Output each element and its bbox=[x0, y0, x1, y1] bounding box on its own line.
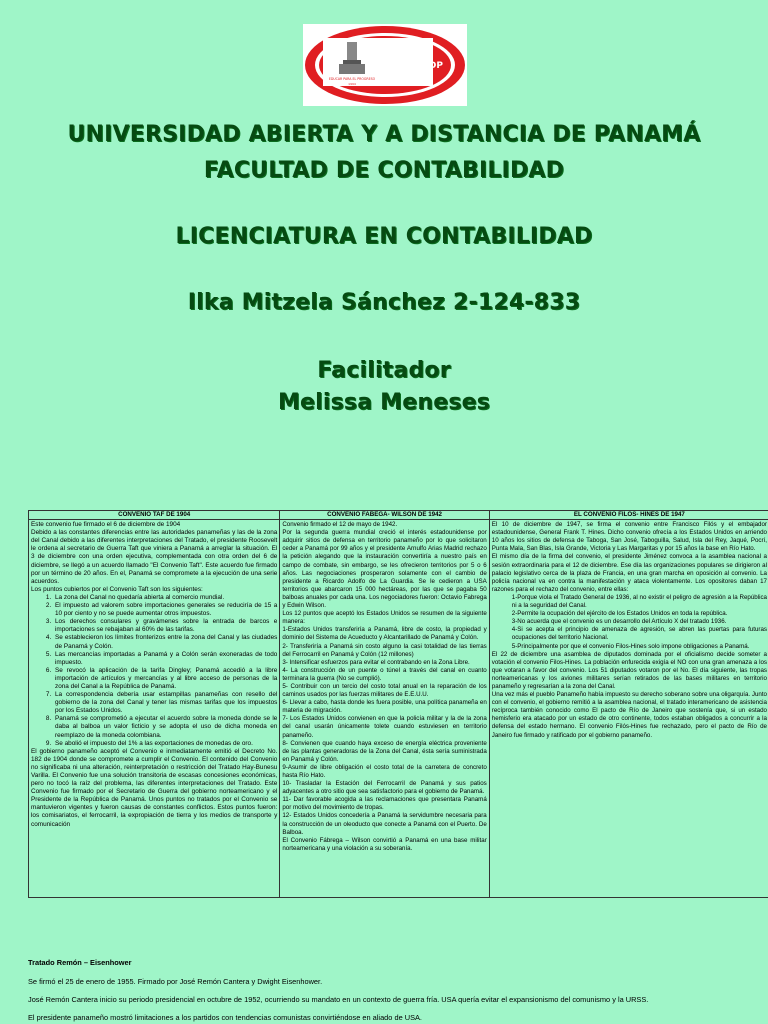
taft-points-list bbox=[53, 594, 277, 748]
paragraph: El 10 de diciembre de 1947, se firma el convenio entre Francisco Filós y el embajador estadounidense, General Frank T. Hines. Dicho convenio ofrecía a los Estados Unidos en arriendo 10 años los sitios de defensa de Taboga, San José, Taboguilla, Salud, Isla del Rey, Jaqué, Pocrí, Punta Mala, San Blas, Isla Grande, Victoria y Las Margaritas y por 15 años la base en Río Hato. bbox=[491, 521, 767, 553]
paragraph: Se firmó el 25 de enero de 1955. Firmado por José Remón Cantera y Dwight Eisenhower. bbox=[28, 977, 323, 986]
list-item: 8. Panamá se comprometió a ejecutar el acuerdo sobre la moneda donde se le daba al balboa un valor ficticio y se adopta el uso de dicha moneda en reemplazo de la moneda colombiana. bbox=[53, 715, 277, 739]
paragraph: Debido a las constantes diferencias entre las autoridades panameñas y las de la zona del Canal debido a las diferentes interpretaciones del Tratado, el presidente Roosevelt le ordena al secretario de Guerra Taft que viniera a Panamá a arreglar la situación. El 3 de diciembre con una orden ejecutiva, complementada con otra orden del 6 de diciembre, se llegó a un acuerdo llamado "El Convenio Taft". Este acuerdo fue firmado por un término de 20 años. En el, Panamá se compromete a la ejecución de una serie acuerdos. bbox=[31, 529, 278, 585]
column-title: EL CONVENIO FILOS- HINES DE 1947 bbox=[490, 511, 768, 520]
list-item: 3. Los derechos consulares y gravámenes sobre la entrada de barcos e importaciones se rebajaban al 60% de las tarifas. bbox=[53, 618, 277, 634]
paragraph: Una vez más el pueblo Panameño había impuesto su derecho soberano sobre una oligarquía. Junto con el convenio, el gobierno remitió a la asamblea nacional, el tratado interamericano de asistencia recíproca también conocido como El pacto de Río de Janeiro que sostenía que, si un estado hemisferio era atacado por un estado de otro continente, todos estaban obligados a concurrir a la defensa del estado hermano. El convenio Filós-Hines fue rechazado, pero el pacto de Río de Janeiro fue firmado y ratificado por el gobierno panameño. bbox=[491, 691, 767, 739]
paragraph: 12- Estados Unidos concedería a Panamá la servidumbre necesaria para la construcción de un oleoducto que conecte a Panamá con el Puerto. De Balboa. bbox=[282, 812, 487, 836]
paragraph: 4- La construcción de un puente o túnel a través del canal en cuanto terminara la guerra (No se cumplió). bbox=[282, 666, 487, 682]
logo-name: UNADP bbox=[407, 61, 443, 71]
column-title: CONVENIO FABEGA- WILSON DE 1942 bbox=[280, 511, 488, 520]
paragraph: El mismo día de la firma del convenio, el presidente Jiménez convoca a la asamblea nacional a sesión extraordinaria para el 12 de diciembre. Ese día las organizaciones populares se dirigieron al palacio legislativo cerca de la plaza de Francia, en una gran marcha en oposición al convenio. La policía nacional va en contra la manifestación y ataca violentamente. Los opositores daban 17 razones para el rechazo del convenio, entre ellas: bbox=[491, 553, 767, 593]
faculty-title: FACULTAD DE CONTABILIDAD bbox=[203, 158, 565, 183]
list-item: 3-No acuerda que el convenio es un desarrollo del Artículo X del tratado 1936. bbox=[511, 618, 727, 626]
list-item: 7. La correspondencia debería usar estampillas panameñas con resello del gobierno de la zona del Canal y tener las mismas tarifas que los impuestos por los Estados Unidos. bbox=[53, 691, 277, 715]
paragraph: 6- Llevar a cabo, hasta donde les fuera posible, una política panameña en materia de migración. bbox=[282, 699, 487, 715]
paragraph: Convenio firmado el 12 de mayo de 1942. bbox=[282, 521, 398, 529]
column-fabrega-wilson bbox=[280, 511, 489, 897]
facilitator-name: Melissa Meneses bbox=[277, 390, 491, 415]
paragraph: 7- Los Estados Unidos convienen en que la policía militar y la de la zona del canal usarán únicamente tolete cuando estuviesen en territorio panameño. bbox=[282, 715, 487, 739]
paragraph: El presidente panameño mostró limitaciones a los partidos con tendencias comunistas convirtiéndose en aliado de USA. bbox=[28, 1013, 422, 1022]
paragraph: El gobierno panameño aceptó el Convenio e inmediatamente emitió el Decreto No. 182 de 1904 donde se compromete a cumplir el Convenio. El contenido del Convenio no significaba ni una alteración, reinterpretación o restricción del Tratado Hay-Bunesu Varilla. El Convenio fue una solución transitoria de escasas concesiones económicas, pero no tocó la raíz del problema, las diferentes interpretaciones del Tratado. Este Convenio fue firmado por el Secretario de Guerra del gobierno norteamericano y el Presidente de la República de Panamá. Unos puntos no tratados por el Convenio se mantuvieron vigentes y fueron causas de constantes conflictos. Estos puntos fueron: los comisariatos, el ferrocarril, la expropiación de tierra y los medios de transporte y comunicación bbox=[31, 747, 278, 828]
paragraph: Los 12 puntos que aceptó los Estados Unidos se resumen de la siguiente manera: bbox=[282, 610, 487, 626]
university-logo bbox=[303, 24, 467, 106]
paragraph: El 22 de diciembre una asamblea de diputados dominada por el oficialismo decide someter a votación el convenio Filos-Hines. La población enfurecida exigía el NO con una gran amenaza a los que votaran a favor del convenio. Los 51 diputados votaron por el No. El día siguiente, las tropas norteamericanas y los aviones militares serían retirados de las bases militares en territorio panameño y regresarían a la zona del Canal. bbox=[491, 650, 767, 690]
paragraph: 1-Estados Unidos transferiría a Panamá, libre de costo, la propiedad y dominio del Sistema de Acueducto y Alcantarillado de Panamá y Colón. bbox=[282, 626, 487, 642]
list-item: 2-Permite la ocupación del ejército de los Estados Unidos en toda la república. bbox=[511, 610, 728, 618]
paragraph: Este convenio fue firmado el 6 de diciembre de 1904 bbox=[31, 521, 181, 529]
list-item: 5-Principalmente por que el convenio Filos-Hines solo impone obligaciones a Panamá. bbox=[511, 642, 750, 650]
list-item: 9. Se abolió el impuesto del 1% a las exportaciones de monedas de oro. bbox=[53, 740, 277, 748]
paragraph: 10- Trasladar la Estación del Ferrocarril de Panamá y sus patios adyacentes a otro sitio que sea satisfactorio para el gobierno de Panamá. bbox=[282, 780, 487, 796]
treaties-table bbox=[28, 510, 768, 898]
list-item: 6. Se revocó la aplicación de la tarifa Dingley; Panamá accedió a la libre importación de artículos y mercancías y al libre acceso de personas de la zona del Canal a la República de Panamá. bbox=[53, 667, 277, 691]
list-item: 4. Se establecieron los límites fronterizos entre la zona del Canal y las ciudades de Panamá y Colón. bbox=[53, 634, 277, 650]
unadp-logo-icon bbox=[303, 24, 467, 106]
column-filos-hines bbox=[490, 511, 768, 897]
list-item: 1-Porque viola el Tratado General de 1936, al no existir el peligro de agresión a la República ni a la seguridad del Canal. bbox=[511, 593, 767, 610]
list-item: 1. La zona del Canal no quedaría abierta al comercio mundial. bbox=[53, 594, 277, 602]
degree-title: LICENCIATURA EN CONTABILIDAD bbox=[175, 224, 593, 249]
paragraph: 9-Asumir de libre obligación el costo total de la carretera de concreto hasta Río Hato. bbox=[282, 763, 487, 779]
paragraph: El Convenio Fábrega – Wilson convirtió a Panamá en una base militar norteamericana y una violación a su soberanía. bbox=[282, 836, 487, 852]
university-title: UNIVERSIDAD ABIERTA Y A DISTANCIA DE PANAMÁ bbox=[67, 122, 701, 147]
list-item: 4-Si se acepta el principio de amenaza de agresión, se abren las puertas para futuras ocupaciones del territorio Nacional. bbox=[511, 626, 767, 642]
paragraph: 3- Intensificar esfuerzos para evitar el contrabando en la Zona Libre. bbox=[282, 658, 470, 666]
paragraph: José Remón Cantera inicio su periodo presidencial en octubre de 1952, ocurriendo su mandato en un contexto de guerra fría. USA quería evitar el expansionismo del comunismo y la URSS. bbox=[28, 995, 649, 1004]
list-item: 5. Las mercancías importadas a Panamá y a Colón serán exoneradas de todo impuesto. bbox=[53, 651, 277, 667]
rejection-reasons-list bbox=[510, 594, 767, 651]
paragraph: Por la segunda guerra mundial creció el interés estadounidense por adquirir sitios de defensa en territorio panameño por lo que solicitaron ceder a Panamá por 99 años y el presidente Arnulfo Arias Madrid rechazo la petición alegando que la instauración convertiría a nuestro país en campo de combate, sin embargo, se les ofrecieron territorios por 5 o 6 años. Las negociaciones prosperaron solamente con el cambio de presidente a Ricardo Adolfo de La Guardia. Se le cedieron a USA territorios que abarcaron 15 000 hectáreas, por las que se pagaba 50 balboas anuales por cada una. Los negociadores fueron: Octavio Fabrega y Edwin Wilson. bbox=[282, 529, 487, 610]
column-title: CONVENIO TAF DE 1904 bbox=[29, 511, 279, 520]
section-title: Tratado Remón – Eisenhower bbox=[28, 958, 132, 967]
logo-year: 1994 bbox=[348, 82, 356, 86]
paragraph: 11- Dar favorable acogida a las reclamaciones que presentara Panamá por motivo del movimiento de tropas. bbox=[282, 796, 487, 812]
column-taft bbox=[29, 511, 280, 897]
logo-motto: EDUCAR PARA EL PROGRESO bbox=[328, 77, 376, 81]
student-name: Ilka Mitzela Sánchez 2-124-833 bbox=[187, 290, 581, 315]
facilitator-label: Facilitador bbox=[317, 358, 451, 383]
paragraph: Los puntos cubiertos por el Convenio Taft son los siguientes: bbox=[31, 585, 203, 593]
list-item: 2. El impuesto ad valorem sobre importaciones generales se reduciría de 15 a 10 por ciento y no se puede aumentar otros impuestos. bbox=[53, 602, 277, 618]
paragraph: 2- Transferiría a Panamá sin costo alguno la casi totalidad de las tierras del Ferrocarril en Panamá y Colón (12 millones) bbox=[282, 642, 487, 658]
paragraph: 5- Contribuir con un tercio del costo total anual en la reparación de los caminos usados por las fuerzas militares de E.E.U.U. bbox=[282, 682, 487, 699]
paragraph: 8- Convienen que cuando haya exceso de energía eléctrica proveniente de las plantas generadoras de la Zona del Canal, ésta sería suministrada en Panamá y Colón. bbox=[282, 739, 487, 763]
